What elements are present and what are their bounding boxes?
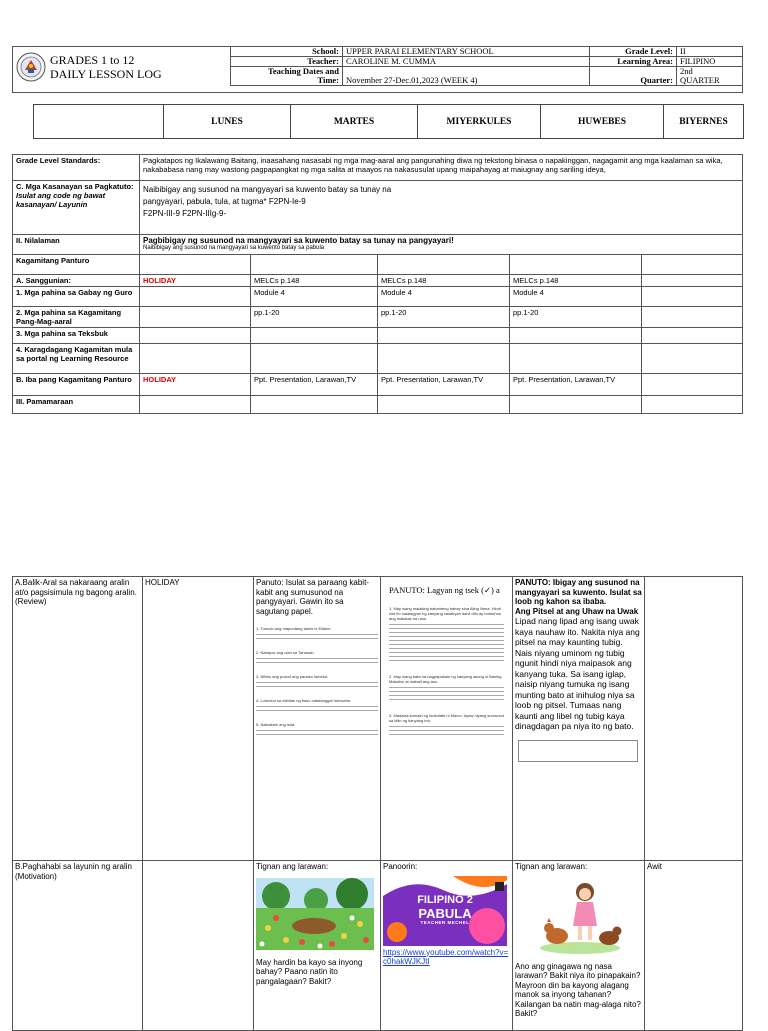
worksheet-answer-line bbox=[256, 686, 378, 687]
thumbnail-line-2: PABULA bbox=[418, 905, 472, 921]
garden-image bbox=[256, 878, 374, 950]
worksheet-choice-line bbox=[389, 640, 504, 641]
quarter-value-line-1: 2nd bbox=[680, 66, 693, 76]
review-friday bbox=[645, 577, 743, 861]
motivation-wednesday-title: Panoorin: bbox=[383, 862, 418, 871]
girl-feeding-chickens-image bbox=[535, 878, 625, 956]
kasanayan-sublabel: Isulat ang code ng bawat kasanayan/ Layunin bbox=[16, 191, 106, 209]
worksheet-choice-line bbox=[389, 734, 504, 735]
grade-level-label: Grade Level: bbox=[590, 47, 677, 57]
worksheet-choice-line bbox=[389, 660, 504, 661]
pang-mag-aaral-friday bbox=[642, 307, 743, 328]
sanggunian-wednesday: MELCs p.148 bbox=[378, 275, 510, 287]
dates-label-line-1: Teaching Dates and bbox=[267, 66, 339, 76]
day-thursday: HUWEBES bbox=[541, 105, 664, 139]
pang-mag-aaral-monday bbox=[140, 307, 251, 328]
thumbnail-caption bbox=[405, 894, 485, 926]
worksheet-choice-line bbox=[389, 648, 504, 649]
day-friday: BIYERNES bbox=[664, 105, 744, 139]
teksbuk-tuesday bbox=[251, 328, 378, 344]
sanggunian-thursday: MELCs p.148 bbox=[510, 275, 642, 287]
worksheet-answer-line bbox=[256, 734, 378, 735]
grade-level-standards-text: Pagkatapos ng Ikalawang Baitang, inaasahang nasasabi ng mga mag-aaral ang pangunahing diwa ng tekstong binasa o napakinggan, nagagamit ang mga kaalaman sa wika, nakababasa nang may wastong pagpapangkat ng mga salita at maayos na nakasusulat upang maipahayag at maiugnay ang sariling ideya, bbox=[140, 155, 743, 181]
motivation-wednesday bbox=[381, 861, 513, 1031]
review-tuesday-worksheet bbox=[256, 626, 378, 735]
review-thursday-instruction: PANUTO: Ibigay ang susunod na mangyayari sa kuwento. Isulat sa loob ng kahon sa ibaba. bbox=[515, 578, 642, 606]
teksbuk-thursday bbox=[510, 328, 642, 344]
kasanayan-cell bbox=[13, 181, 140, 235]
pang-mag-aaral-tuesday: pp.1-20 bbox=[251, 307, 378, 328]
worksheet-choice-line bbox=[389, 636, 504, 637]
motivation-thursday-title: Tignan ang larawan: bbox=[515, 862, 588, 871]
motivation-monday bbox=[143, 861, 254, 1031]
iba-pang-kagamitan-friday bbox=[642, 374, 743, 396]
grade-level-standards-label: Grade Level Standards: bbox=[13, 155, 140, 181]
teacher-label: Teacher: bbox=[231, 57, 343, 67]
youtube-link[interactable]: https://www.youtube.com/watch?v=c0hakWJKJtI bbox=[383, 947, 509, 966]
procedure-table bbox=[12, 576, 743, 1031]
dates-value: November 27-Dec.01,2023 (WEEK 4) bbox=[343, 67, 590, 86]
title-line-2: DAILY LESSON LOG bbox=[50, 67, 162, 81]
review-tuesday-instruction: Panuto: Isulat sa paraang kabit-kabit ang sumusunod na pangyayari. Gawin ito sa sagutang papel. bbox=[256, 578, 369, 616]
pang-mag-aaral-label: 2. Mga pahina sa Kagamitang Pang-Mag-aaral bbox=[13, 307, 140, 328]
deped-seal-icon bbox=[16, 52, 46, 82]
nilalaman-subtext: Naibibigay ang susunod na mangyayari sa kuwento batay sa pabula bbox=[143, 245, 325, 251]
worksheet-answer-line bbox=[256, 710, 378, 711]
quarter-value-line-2: QUARTER bbox=[680, 75, 720, 85]
sanggunian-friday bbox=[642, 275, 743, 287]
document-title bbox=[50, 53, 162, 81]
days-header-row bbox=[33, 104, 744, 139]
day-tuesday: MARTES bbox=[291, 105, 418, 139]
nilalaman-label: II. Nilalaman bbox=[13, 235, 140, 255]
iba-pang-kagamitan-tuesday: Ppt. Presentation, Larawan,TV bbox=[251, 374, 378, 396]
worksheet-question: 1. May isang malaking bakanteng bahay sina Aling Nena. Hindi nila ito nalalagyan ng kanyang sasakyan dahil dito ay bumuhos ang malakas na ulan. bbox=[389, 605, 501, 621]
iba-pang-kagamitan-label: B. Iba pang Kagamitang Panturo bbox=[13, 374, 140, 396]
kagamitang-panturo-wednesday bbox=[378, 255, 510, 275]
motivation-tuesday-title: Tignan ang larawan: bbox=[256, 862, 329, 871]
worksheet-choice-line bbox=[389, 699, 504, 700]
worksheet-question: 2. May isang bata na nagpapakain ng kanyang asong si Bantay. Matalino at mabait ang aso. bbox=[389, 673, 503, 684]
worksheet-choice-line bbox=[389, 652, 504, 653]
title-line-1: GRADES 1 to 12 bbox=[50, 53, 135, 67]
iba-pang-kagamitan-wednesday: Ppt. Presentation, Larawan,TV bbox=[378, 374, 510, 396]
review-wednesday bbox=[381, 577, 513, 861]
karagdagan-label: 4. Karagdagang Kagamitan mula sa portal ng Learning Resource bbox=[13, 344, 140, 374]
karagdagan-wednesday bbox=[378, 344, 510, 374]
worksheet-answer-line bbox=[256, 706, 378, 707]
teksbuk-monday bbox=[140, 328, 251, 344]
pamamaraan-friday bbox=[642, 396, 743, 414]
day-monday: LUNES bbox=[164, 105, 291, 139]
kasanayan-text bbox=[140, 181, 743, 235]
nilalaman-text: Pagbibigay ng susunod na mangyayari sa kuwento batay sa tunay na pangyayari! bbox=[143, 236, 454, 245]
worksheet-item: 3. Nilinis ang pusod ang paraiso lamesa. bbox=[256, 674, 329, 679]
worksheet-choice-line bbox=[389, 730, 504, 731]
quarter-label: Quarter: bbox=[590, 67, 677, 86]
pang-mag-aaral-wednesday: pp.1-20 bbox=[378, 307, 510, 328]
pamamaraan-tuesday bbox=[251, 396, 378, 414]
days-empty-cell bbox=[34, 105, 164, 139]
sanggunian-monday: HOLIDAY bbox=[140, 275, 251, 287]
standards-table bbox=[12, 154, 743, 414]
worksheet-choice-line bbox=[389, 695, 504, 696]
worksheet-item: 4. Lumukot sa dahilan ng baso natatanggal mensahe. bbox=[256, 698, 352, 703]
pamamaraan-monday bbox=[140, 396, 251, 414]
teksbuk-friday bbox=[642, 328, 743, 344]
gabay-friday bbox=[642, 287, 743, 307]
dates-label bbox=[231, 67, 343, 86]
karagdagan-tuesday bbox=[251, 344, 378, 374]
worksheet-choice-line bbox=[389, 687, 504, 688]
review-label: A.Balik-Aral sa nakaraang aralin at/o pagsisimula ng bagong aralin.(Review) bbox=[13, 577, 143, 861]
quarter-value bbox=[677, 67, 743, 86]
gabay-wednesday: Module 4 bbox=[378, 287, 510, 307]
pamamaraan-wednesday bbox=[378, 396, 510, 414]
dates-label-line-2: Time: bbox=[317, 75, 339, 85]
review-thursday-story-title: Ang Pitsel at ang Uhaw na Uwak bbox=[515, 606, 639, 616]
kasanayan-line-1: Naibibigay ang susunod na mangyayari sa kuwento batay sa tunay na bbox=[143, 185, 392, 194]
motivation-label: B.Paghahabi sa layunin ng aralin (Motivation) bbox=[13, 861, 143, 1031]
nilalaman-cell bbox=[140, 235, 743, 255]
worksheet-item: 1. Tumulo ang mapuntang tamis ni Ellaine. bbox=[256, 626, 332, 631]
review-monday: HOLIDAY bbox=[143, 577, 254, 861]
worksheet-answer-line bbox=[256, 662, 378, 663]
worksheet-choice-line bbox=[389, 644, 504, 645]
review-tuesday bbox=[254, 577, 381, 861]
worksheet-choice-line bbox=[389, 691, 504, 692]
motivation-thursday-question: Ano ang ginagawa ng nasa larawan? Bakit niya ito pinapakain?Mayroon din ba kayong alagang manok sa inyong tahanan? Kailangan ba natin mag-alaga nito? Bakit? bbox=[515, 961, 641, 1018]
school-value: UPPER PARAI ELEMENTARY SCHOOL bbox=[343, 47, 590, 57]
karagdagan-thursday bbox=[510, 344, 642, 374]
kasanayan-line-2: pangyayari, pabula, tula, at tugma* F2PN-Ie-9 bbox=[143, 197, 306, 206]
worksheet-item: 5. Naikakain ang isda. bbox=[256, 722, 296, 727]
grade-level-value: II bbox=[677, 47, 743, 57]
worksheet-choice-line bbox=[389, 624, 504, 625]
pabula-video-thumbnail[interactable] bbox=[383, 876, 507, 946]
header-info-table bbox=[230, 46, 743, 86]
sanggunian-tuesday: MELCs p.148 bbox=[251, 275, 378, 287]
teksbuk-wednesday bbox=[378, 328, 510, 344]
iba-pang-kagamitan-thursday: Ppt. Presentation, Larawan,TV bbox=[510, 374, 642, 396]
day-wednesday: MIYERKULES bbox=[418, 105, 541, 139]
worksheet-choice-line bbox=[389, 656, 504, 657]
karagdagan-friday bbox=[642, 344, 743, 374]
review-thursday bbox=[513, 577, 645, 861]
pamamaraan-thursday bbox=[510, 396, 642, 414]
motivation-tuesday bbox=[254, 861, 381, 1031]
worksheet-choice-line bbox=[389, 628, 504, 629]
motivation-friday: Awit bbox=[645, 861, 743, 1031]
thumbnail-line-3: TEACHER MECHEL bbox=[420, 919, 470, 925]
review-wednesday-title: PANUTO: Lagyan ng tsek (✓) a bbox=[389, 585, 500, 595]
gabay-thursday: Module 4 bbox=[510, 287, 642, 307]
worksheet-choice-line bbox=[389, 726, 504, 727]
thumbnail-line-1: FILIPINO 2 bbox=[417, 893, 473, 906]
kagamitang-panturo-label: Kagamitang Panturo bbox=[13, 255, 140, 275]
worksheet-answer-line bbox=[256, 730, 378, 731]
answer-box[interactable] bbox=[518, 740, 638, 762]
kagamitang-panturo-thursday bbox=[510, 255, 642, 275]
iba-pang-kagamitan-monday: HOLIDAY bbox=[140, 374, 251, 396]
kasanayan-label: C. Mga Kasanayan sa Pagkatuto: bbox=[16, 182, 134, 191]
gabay-tuesday: Module 4 bbox=[251, 287, 378, 307]
teksbuk-label: 3. Mga pahina sa Teksbuk bbox=[13, 328, 140, 344]
pamamaraan-label: III. Pamamaraan bbox=[13, 396, 140, 414]
kasanayan-line-3: F2PN-III-9 F2PN-IIIg-9- bbox=[143, 209, 227, 218]
learning-area-label: Learning Area: bbox=[590, 57, 677, 67]
pang-mag-aaral-thursday: pp.1-20 bbox=[510, 307, 642, 328]
worksheet-answer-line bbox=[256, 638, 378, 639]
gabay-label: 1. Mga pahina sa Gabay ng Guro bbox=[13, 287, 140, 307]
sanggunian-label: A. Sanggunian: bbox=[13, 275, 140, 287]
teacher-value: CAROLINE M. CUMMA bbox=[343, 57, 590, 67]
worksheet-answer-line bbox=[256, 658, 378, 659]
kagamitang-panturo-tuesday bbox=[251, 255, 378, 275]
review-wednesday-worksheet bbox=[383, 606, 510, 735]
karagdagan-monday bbox=[140, 344, 251, 374]
gabay-monday bbox=[140, 287, 251, 307]
worksheet-item: 2. Natapos ang ulan sa Tanauan. bbox=[256, 650, 315, 655]
motivation-tuesday-question: May hardin ba kayo sa inyong bahay? Paano natin ito pangalagaan? Bakit? bbox=[256, 957, 363, 986]
learning-area-value: FILIPINO bbox=[677, 57, 743, 67]
worksheet-choice-line bbox=[389, 632, 504, 633]
motivation-thursday bbox=[513, 861, 645, 1031]
kagamitang-panturo-monday bbox=[140, 255, 251, 275]
worksheet-answer-line bbox=[256, 682, 378, 683]
worksheet-question: 3. Madalas kumain ng tsokolate ni Marco. Ayaw niyang sumunod sa bilin ng kanyang ina. bbox=[389, 712, 504, 723]
school-label: School: bbox=[231, 47, 343, 57]
review-thursday-story: Lipad nang lipad ang isang uwak kaya nauhaw ito. Nakita niya ang pitsel na may kaunting tubig. Nais niyang uminom ng tubig ngunit hindi niya maipasok ang kanyang tuka. Sa isang iglap, naisip niyang tumuka ng isang munting bato at inihulog niya sa loob ng pitsel. Tumaas nang kaunti ang libel ng tubig kaya dinagdagan pa niya ito ng bato. bbox=[515, 616, 640, 731]
kagamitang-panturo-friday bbox=[642, 255, 743, 275]
worksheet-answer-line bbox=[256, 634, 378, 635]
